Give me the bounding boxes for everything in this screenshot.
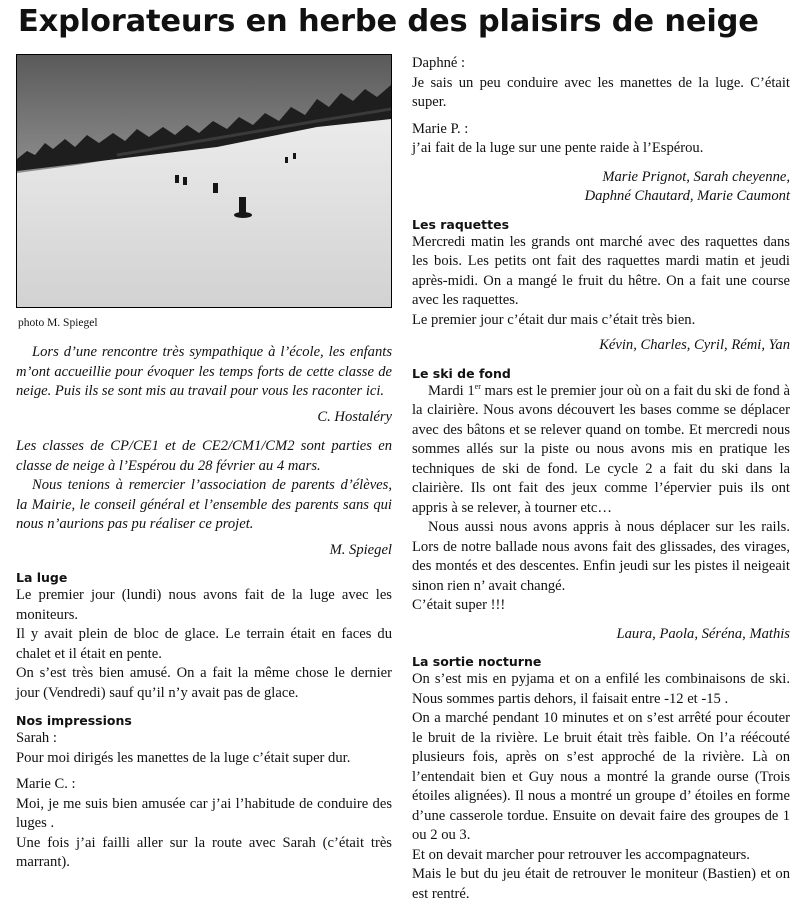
mariep-text: j’ai fait de la luge sur une pente raide à l’Espérou.	[412, 140, 704, 156]
ski-signature: Laura, Paola, Séréna, Mathis	[616, 625, 790, 642]
nocturne-paragraph-4: Mais le but du jeu était de retrouver le moniteur (Bastien) et on est rentré.	[412, 866, 790, 902]
classes-paragraph-1: Les classes de CP/CE1 et de CE2/CM1/CM2 sont parties en classe de neige à l’Espérou du 28 février au 4 mars.	[16, 438, 392, 474]
left-column	[16, 54, 392, 873]
ski-paragraph-2: Nous aussi nous avons appris à nous déplacer sur les rails. Lors de notre ballade nous avons fait des glissades, des virages, des montés et des descentes. Enfin jeudi sur les pistes il neigeait sinon rien n’ avait changé.	[412, 519, 790, 594]
ordinal-suffix: er	[474, 381, 481, 391]
mariec-name: Marie C. :	[16, 776, 76, 792]
nocturne-paragraph-1: On s’est mis en pyjama et on a enfilé les combinaisons de ski. Nous sommes partis dehors, il faisait entre -12 et -15 .	[412, 671, 790, 707]
sarah-name: Sarah :	[16, 730, 57, 746]
nocturne-paragraph-2: On a marché pendant 10 minutes et on s’est arrêté pour écouter le bruit de la rivière. Le bruit était très faible. On l’a réécouté plusieurs fois, après on s’est approché de la rivière. Là on l’entendait bien et Guy nous a montré la grande ourse (Trois étoiles alignées). Il nous a montré un groupe d’ étoiles en forme d’une casserole tordue. Ensuite on devait faire des groupes de 1 ou 2 ou 3.	[412, 710, 790, 843]
daphne-text: Je sais un peu conduire avec les manettes de la luge. C’était super.	[412, 74, 790, 110]
nocturne-paragraph-3: Et on devait marcher pour retrouver les accompagnateurs.	[412, 846, 750, 863]
ski-paragraph-1-rest: mars est le premier jour où on a fait du ski de fond à la clairière. Nous avons découvert les bases comme se déplacer avec des bâtons et se relever quand on tombe. Et mercredi nous sommes allés sur la piste ou nous avons mis en pratique les techniques de ski de fond. Le cycle 2 a fait du ski dans la clairière. Ils ont fait des jeux comme l’épervier puis ils ont appris à se relever, à tourner etc…	[412, 382, 790, 516]
luge-paragraph-2: Il y avait plein de bloc de glace. Le terrain était en faces du chalet et il était en pente.	[16, 626, 392, 662]
intro-signature: C. Hostaléry	[317, 408, 392, 425]
ski-paragraph-1-start: Mardi 1	[428, 382, 475, 399]
raquettes-paragraph-1: Mercredi matin les grands ont marché avec des raquettes dans les bois. Les petits ont fait des raquettes mardi matin et jeudi après-midi. On a mangé le fruit du hêtre. On a fait une course avec les raquettes.	[412, 233, 790, 308]
raquettes-signature: Kévin, Charles, Cyril, Rémi, Yan	[599, 337, 790, 353]
intro-paragraph: Lors d’une rencontre très sympathique à l’école, les enfants m’ont accueillie pour évoquer les temps forts de cette classe de neige. Puis ils se sont mis au travail pour vous les raconter ici.	[16, 344, 392, 399]
sarah-text: Pour moi dirigés les manettes de la luge c’était super dur.	[16, 749, 351, 766]
right-column	[412, 54, 790, 904]
luge-paragraph-1: Le premier jour (lundi) nous avons fait de la luge avec les moniteurs.	[16, 587, 392, 623]
classes-signature: M. Spiegel	[329, 541, 392, 558]
ski-paragraph-1	[412, 382, 790, 519]
photo-caption: photo M. Spiegel	[18, 317, 98, 329]
daphne-name: Daphné :	[412, 55, 466, 71]
impressions-heading: Nos impressions	[16, 713, 132, 728]
snow-slope-photo	[16, 54, 392, 308]
luge-paragraph-3: On s’est très bien amusé. On a fait la même chose le dernier jour (Vendredi) sauf qu’il n’y avait pas de glace.	[16, 665, 392, 701]
raquettes-heading: Les raquettes	[412, 216, 510, 232]
mariec-text-2: Une fois j’ai failli aller sur la route avec Sarah (c’était très marrant).	[16, 834, 392, 870]
article-title: Explorateurs en herbe des plaisirs de neige	[18, 4, 759, 39]
luge-heading: La luge	[16, 570, 68, 585]
photo-scene	[17, 55, 391, 307]
mariep-name: Marie P. :	[412, 120, 469, 137]
classes-paragraph-2: Nous tenions à remercier l’association de parents d’élèves, la Mairie, le conseil général et l’ensemble des parents sans qui nous n’aurions pas pu réaliser ce projet.	[16, 477, 392, 532]
luge-signature-line-2: Daphné Chautard, Marie Caumont	[584, 188, 790, 204]
ski-paragraph-3: C’était super !!!	[412, 597, 506, 613]
luge-signature-line-1: Marie Prignot, Sarah cheyenne,	[602, 168, 790, 185]
raquettes-paragraph-2: Le premier jour c’était dur mais c’était très bien.	[412, 311, 696, 328]
nocturne-heading: La sortie nocturne	[412, 654, 542, 669]
ski-heading: Le ski de fond	[412, 365, 511, 381]
mariec-text-1: Moi, je me suis bien amusée car j’ai l’habitude de conduire des luges .	[16, 795, 392, 831]
